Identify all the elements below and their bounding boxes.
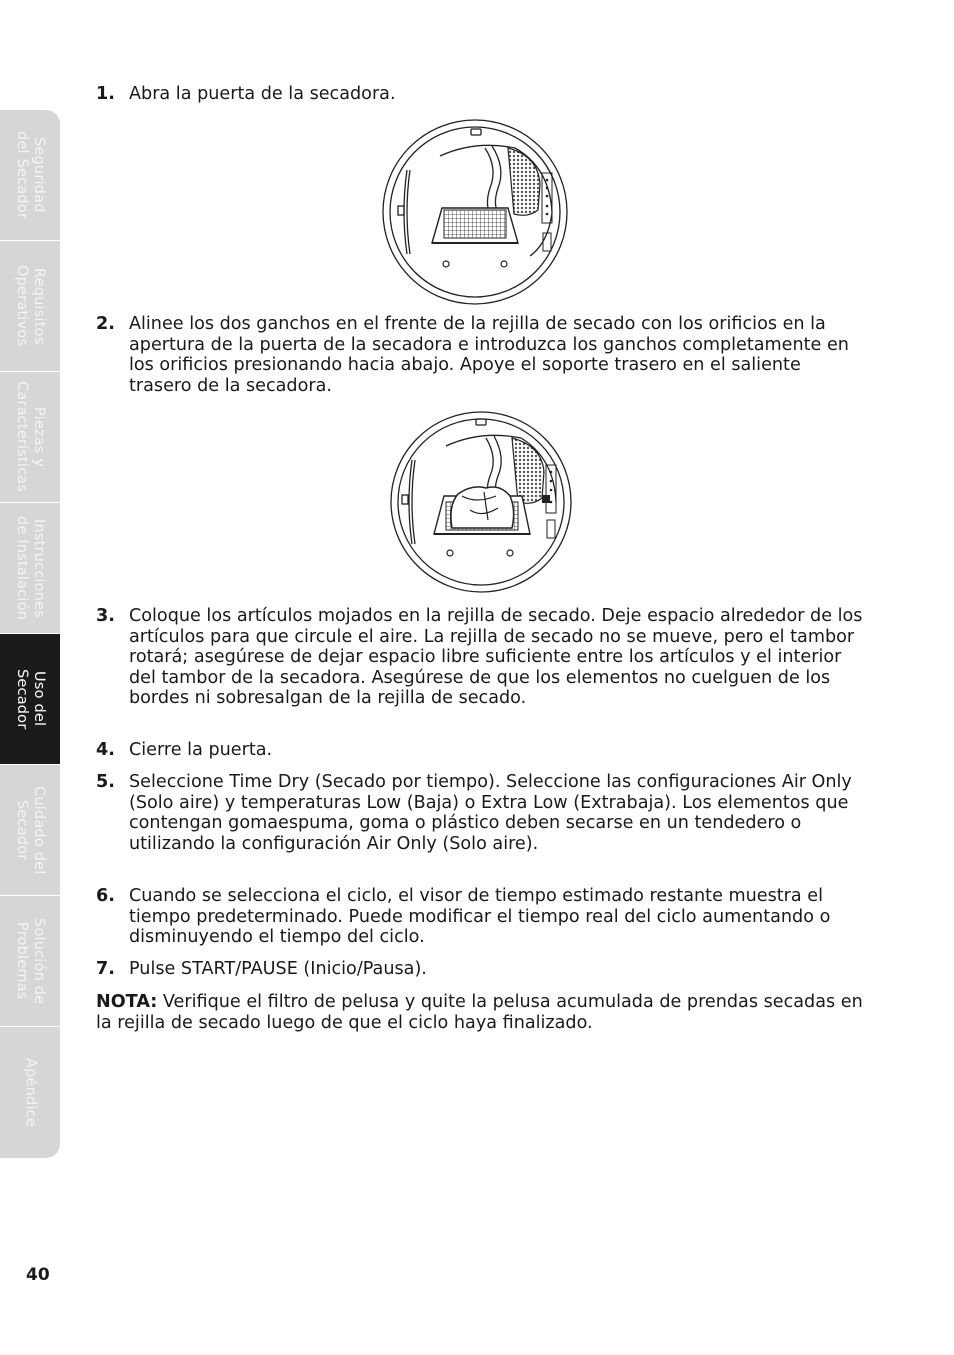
tab-label: Apéndice: [22, 1058, 39, 1127]
step-3: [96, 606, 866, 709]
step-4: [96, 740, 866, 761]
note: [96, 992, 866, 1034]
step-number: 7.: [96, 959, 115, 979]
tab-piezas-y-caracteristicas[interactable]: [0, 372, 60, 503]
step-number: 5.: [96, 772, 115, 792]
tab-solucion-de-problemas[interactable]: [0, 896, 60, 1027]
step-1: [96, 84, 866, 105]
tab-label: Requisitos Operativos: [14, 265, 47, 347]
tab-uso-del-secador[interactable]: [0, 634, 60, 765]
step-text: Pulse START/PAUSE (Inicio/Pausa).: [129, 959, 427, 979]
tab-label: Cuidado del Secador: [14, 785, 47, 875]
tab-requisitos-operativos[interactable]: [0, 241, 60, 372]
step-6: [96, 886, 866, 948]
step-text: Coloque los artículos mojados en la rejilla de secado. Deje espacio alrededor de los artículos para que circule el aire. La rejilla de secado no se mueve, pero el tambor rotará; asegúrese de dejar espacio libre suficiente entre los artículos y el interior del tambor de la secadora. Asegúrese de que los elementos no cuelguen de los bordes ni sobresalgan de la rejilla de secado.: [129, 606, 863, 709]
step-text: Alinee los dos ganchos en el frente de la rejilla de secado con los orificios en la apertura de la puerta de la secadora e introduzca los ganchos completamente en los orificios presionando hacia abajo. Apoye el soporte trasero en el saliente trasero de la secadora.: [129, 314, 849, 396]
tab-label: Piezas y Características: [14, 381, 47, 493]
tab-cuidado-del-secador[interactable]: [0, 765, 60, 896]
note-text: Verifique el filtro de pelusa y quite la pelusa acumulada de prendas secadas en la rejilla de secado luego de que el ciclo haya finalizado.: [96, 992, 863, 1033]
step-5: [96, 772, 866, 854]
tab-label: Instrucciones de Instalación: [14, 515, 47, 621]
dryer-rack-loaded-illustration: [386, 410, 576, 594]
tab-label: Solución de Problemas: [14, 917, 47, 1005]
step-2: [96, 314, 866, 396]
tab-instrucciones-de-instalacion[interactable]: [0, 503, 60, 634]
step-number: 2.: [96, 314, 115, 334]
step-number: 6.: [96, 886, 115, 906]
step-text: Cierre la puerta.: [129, 740, 273, 760]
step-7: [96, 959, 866, 980]
step-text: Cuando se selecciona el ciclo, el visor de tiempo estimado restante muestra el tiempo predeterminado. Puede modificar el tiempo real del ciclo aumentando o disminuyendo el tiempo del ciclo.: [129, 886, 831, 948]
tab-apendice[interactable]: [0, 1027, 60, 1158]
step-text: Seleccione Time Dry (Secado por tiempo). Seleccione las configuraciones Air Only (Solo aire) y temperaturas Low (Baja) o Extra Low (Extrabaja). Los elementos que contengan gomaespuma, goma o plástico deben secarse en un tendedero o utilizando la configuración Air Only (Solo aire).: [129, 772, 852, 854]
step-number: 4.: [96, 740, 115, 760]
step-text: Abra la puerta de la secadora.: [129, 84, 396, 104]
tab-label: Seguridad del Secador: [14, 131, 47, 219]
page-number: 40: [26, 1265, 50, 1285]
note-label: NOTA:: [96, 992, 158, 1012]
step-number: 3.: [96, 606, 115, 626]
step-number: 1.: [96, 84, 115, 104]
dryer-rack-empty-illustration: [380, 118, 570, 308]
tab-seguridad-del-secador[interactable]: [0, 110, 60, 241]
tab-label: Uso del Secador: [14, 668, 47, 730]
